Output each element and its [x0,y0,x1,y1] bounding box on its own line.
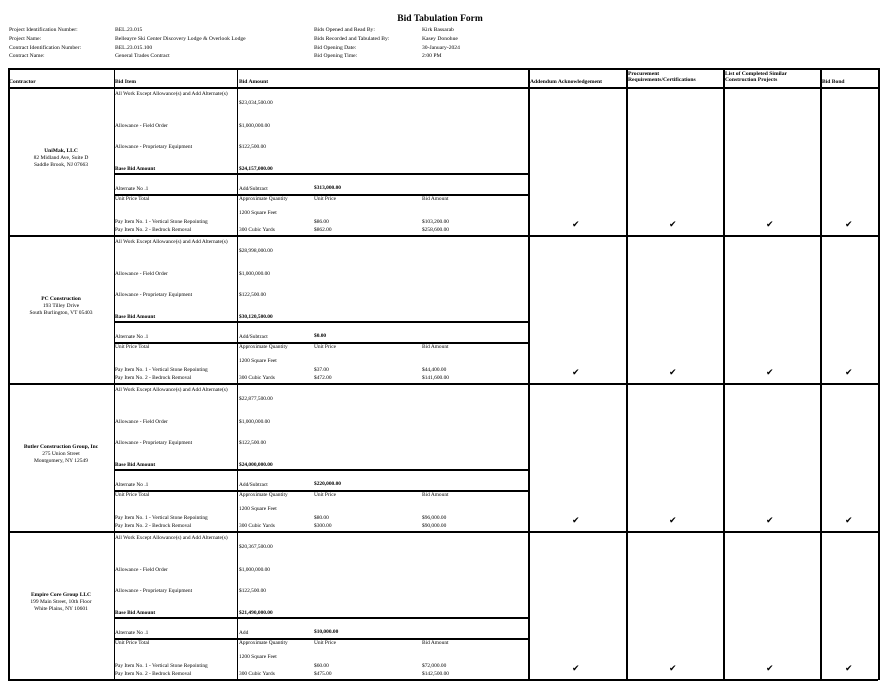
amount-base-bid: $24,000,000.00 [239,462,273,468]
pay-item-1-qty: 1200 Square Feet [239,358,277,364]
contractor-address: Saddle Brook, NJ 07663 [33,162,89,168]
contractor-cell [8,148,114,169]
pay-item-1-qty: 1200 Square Feet [239,654,277,660]
header-bid-item: Bid Item [115,79,136,85]
pay-item-2-unit-price: $472.00 [314,375,332,381]
contractor-cell [8,444,114,465]
amount-allowance-equipment: $122,500.00 [239,144,266,150]
contractor-name: Empire Core Group LLC [30,592,92,598]
pay-item-2-qty: 300 Cubic Yards [239,227,275,233]
column-divider [8,68,10,680]
pay-item-1-label: Pay Item No. 1 - Vertical Stone Repointing [115,219,208,225]
meta-label: Project Identification Number: [9,27,78,33]
header-addendum: Addendum Acknowledgement [530,79,602,85]
completed-projects-check-icon: ✔ [766,368,774,378]
pay-item-2-label: Pay Item No. 2 - Bedrock Removal [115,671,192,677]
amount-allowance-equipment: $122,500.00 [239,588,266,594]
procurement-check-icon: ✔ [669,368,677,378]
bid-item-base-bid: Base Bid Amount [115,610,156,616]
unit-price-total-label: Unit Price Total [115,196,150,202]
pay-item-1-amount: $72,000.00 [422,663,447,669]
amount-allowance-field: $1,000,000.00 [239,419,270,425]
alternate-label: Alternate No .1 [115,630,149,636]
alternate-amount: $0.00 [314,333,327,339]
column-divider [626,68,628,680]
bid-item-all-work: All Work Except Allowance(s) and Add Alternate(s) [115,535,228,541]
bid-amount-header: Bid Amount [422,492,449,498]
bid-item-allowance-field: Allowance - Field Order [115,123,168,129]
pay-item-2-qty: 300 Cubic Yards [239,523,275,529]
approx-qty-header: Approximate Quantity [239,492,288,498]
meta-value: Kirk Bassarab [422,27,454,33]
bid-item-allowance-equipment: Allowance - Proprietary Equipment [115,440,193,446]
pay-item-2-qty: 300 Cubic Yards [239,671,275,677]
bid-amount-header: Bid Amount [422,196,449,202]
amount-all-work: $20,367,500.00 [239,544,273,550]
pay-item-2-qty: 300 Cubic Yards [239,375,275,381]
bid-bond-check-icon: ✔ [845,664,853,674]
completed-projects-check-icon: ✔ [766,516,774,526]
contractor-cell [8,592,114,613]
bid-bond-check-icon: ✔ [845,516,853,526]
pay-item-1-amount: $44,400.00 [422,367,447,373]
completed-projects-check-icon: ✔ [766,220,774,230]
contractor-name: PC Construction [41,296,81,302]
meta-label: Bid Opening Time: [314,53,358,60]
pay-item-1-label: Pay Item No. 1 - Vertical Stone Repointing [115,515,208,521]
meta-label: Contract Identification Number: [9,44,82,51]
meta-value: 2:00 PM [422,53,442,60]
pay-item-2-label: Pay Item No. 2 - Bedrock Removal [115,375,192,381]
amount-allowance-field: $1,000,000.00 [239,567,270,573]
amount-allowance-field: $1,000,000.00 [239,123,270,129]
column-divider [237,68,238,680]
amount-all-work: $28,998,000.00 [239,248,273,254]
procurement-check-icon: ✔ [669,220,677,230]
bid-bond-check-icon: ✔ [845,368,853,378]
pay-item-2-label: Pay Item No. 2 - Bedrock Removal [115,523,192,529]
pay-item-1-unit-price: $37.00 [314,367,329,373]
pay-item-1-qty: 1200 Square Feet [239,506,277,512]
alternate-type: Add [239,630,249,636]
header-contractor: Contractor [9,79,36,85]
meta-value: BEL.23.015.100 [115,44,153,51]
meta-value: 30-January-2024 [422,44,460,51]
meta-label: Bids Opened and Read By: [314,27,375,33]
pay-item-1-unit-price: $60.00 [314,663,329,669]
bid-item-allowance-field: Allowance - Field Order [115,419,168,425]
amount-allowance-field: $1,000,000.00 [239,271,270,277]
header-bid-bond: Bid Bond [822,79,845,85]
bid-item-allowance-equipment: Allowance - Proprietary Equipment [115,588,193,594]
base-bid-rule [114,173,528,175]
amount-base-bid: $21,490,000.00 [239,610,273,616]
approx-qty-header: Approximate Quantity [239,196,288,202]
base-bid-rule [114,469,528,471]
column-divider [723,68,725,680]
column-divider [114,68,115,680]
contractor-address: 275 Union Street [42,451,80,457]
amount-base-bid: $24,157,000.00 [239,166,273,172]
bid-item-all-work: All Work Except Allowance(s) and Add Alternate(s) [115,387,228,393]
meta-value: BEL.23.015 [115,27,143,33]
bid-item-base-bid: Base Bid Amount [115,166,156,172]
amount-allowance-equipment: $122,500.00 [239,440,266,446]
header-bid-amount: Bid Amount [239,79,269,85]
meta-value: Belleayre Ski Center Discovery Lodge & Overlook Lodge [115,35,246,42]
bid-item-base-bid: Base Bid Amount [115,462,156,468]
amount-base-bid: $30,120,500.00 [239,314,273,320]
meta-value: Kasey Donohue [422,35,458,42]
meta-label: Contract Name: [9,53,45,60]
pay-item-1-unit-price: $86.00 [314,219,329,225]
completed-projects-check-icon: ✔ [766,664,774,674]
unit-price-header: Unit Price [314,196,337,202]
addendum-check-icon: ✔ [572,664,580,674]
pay-item-1-amount: $103,200.00 [422,219,449,225]
pay-item-1-amount: $96,000.00 [422,515,447,521]
pay-item-2-amount: $142,500.00 [422,671,449,677]
base-bid-rule [114,617,528,619]
contractor-cell [8,296,114,317]
bid-item-all-work: All Work Except Allowance(s) and Add Alternate(s) [115,91,228,97]
procurement-check-icon: ✔ [669,516,677,526]
bid-amount-header: Bid Amount [422,344,449,350]
amount-all-work: $23,034,500.00 [239,100,273,106]
contractor-address: 193 Tilley Drive [42,303,80,309]
base-bid-rule [114,321,528,323]
alternate-label: Alternate No .1 [115,482,149,488]
bidder-separator [8,383,878,385]
pay-item-1-label: Pay Item No. 1 - Vertical Stone Repointing [115,367,208,373]
bid-item-allowance-equipment: Allowance - Proprietary Equipment [115,292,193,298]
alternate-amount: $220,000.00 [314,481,341,487]
contractor-address: South Burlington, VT 05403 [29,310,93,316]
contractor-address: 82 Midland Ave, Suite D [33,155,89,161]
meta-value: General Trades Contract [115,53,170,60]
form-title: Bid Tabulation Form [397,14,483,24]
pay-item-1-label: Pay Item No. 1 - Vertical Stone Repointing [115,663,208,669]
bid-item-allowance-equipment: Allowance - Proprietary Equipment [115,144,193,150]
amount-allowance-equipment: $122,500.00 [239,292,266,298]
header-completed-projects: List of Completed Similar Construction Projects [725,71,787,83]
amount-all-work: $22,877,500.00 [239,396,273,402]
pay-item-2-unit-price: $862.00 [314,227,332,233]
approx-qty-header: Approximate Quantity [239,640,288,646]
bidder-separator [8,531,878,533]
header-top-rule [8,68,878,70]
bid-item-all-work: All Work Except Allowance(s) and Add Alternate(s) [115,239,228,245]
bid-item-allowance-field: Allowance - Field Order [115,271,168,277]
pay-item-1-qty: 1200 Square Feet [239,210,277,216]
header-bottom-rule [8,87,878,89]
unit-price-total-label: Unit Price Total [115,640,150,646]
unit-price-total-label: Unit Price Total [115,492,150,498]
alternate-amount: $10,000.00 [314,629,339,635]
alternate-type: Add/Subtract [239,334,268,340]
column-divider [820,68,822,680]
bid-amount-header: Bid Amount [422,640,449,646]
alternate-type: Add/Subtract [239,186,268,192]
contractor-name: Butler Construction Group, Inc [23,444,99,450]
approx-qty-header: Approximate Quantity [239,344,288,350]
alternate-amount: $313,000.00 [314,185,341,191]
alternate-label: Alternate No .1 [115,186,149,192]
pay-item-1-unit-price: $80.00 [314,515,329,521]
bid-item-base-bid: Base Bid Amount [115,314,156,320]
meta-label: Project Name: [9,35,42,42]
pay-item-2-label: Pay Item No. 2 - Bedrock Removal [115,227,192,233]
meta-label: Bid Opening Date: [314,44,357,51]
addendum-check-icon: ✔ [572,516,580,526]
column-divider [528,68,530,680]
meta-label: Bids Recorded and Tabulated By: [314,35,390,42]
unit-price-header: Unit Price [314,492,337,498]
contractor-address: White Plains, NY 10601 [34,606,88,612]
addendum-check-icon: ✔ [572,220,580,230]
header-procurement: Procurement Requirements/Certifications [628,71,696,83]
pay-item-2-amount: $90,000.00 [422,523,447,529]
bidder-separator [8,235,878,237]
pay-item-2-unit-price: $300.00 [314,523,332,529]
contractor-address: 199 Main Street, 10th Floor [30,599,92,605]
pay-item-2-amount: $141,600.00 [422,375,449,381]
pay-item-2-unit-price: $475.00 [314,671,332,677]
pay-item-2-amount: $258,600.00 [422,227,449,233]
bid-item-allowance-field: Allowance - Field Order [115,567,168,573]
contractor-address: Montgomery, NY 12549 [34,458,88,464]
alternate-type: Add/Subtract [239,482,268,488]
procurement-check-icon: ✔ [669,664,677,674]
unit-price-header: Unit Price [314,344,337,350]
bid-bond-check-icon: ✔ [845,220,853,230]
contractor-name: UniMak, LLC [44,148,78,154]
unit-price-header: Unit Price [314,640,337,646]
alternate-label: Alternate No .1 [115,334,149,340]
addendum-check-icon: ✔ [572,368,580,378]
unit-price-total-label: Unit Price Total [115,344,150,350]
